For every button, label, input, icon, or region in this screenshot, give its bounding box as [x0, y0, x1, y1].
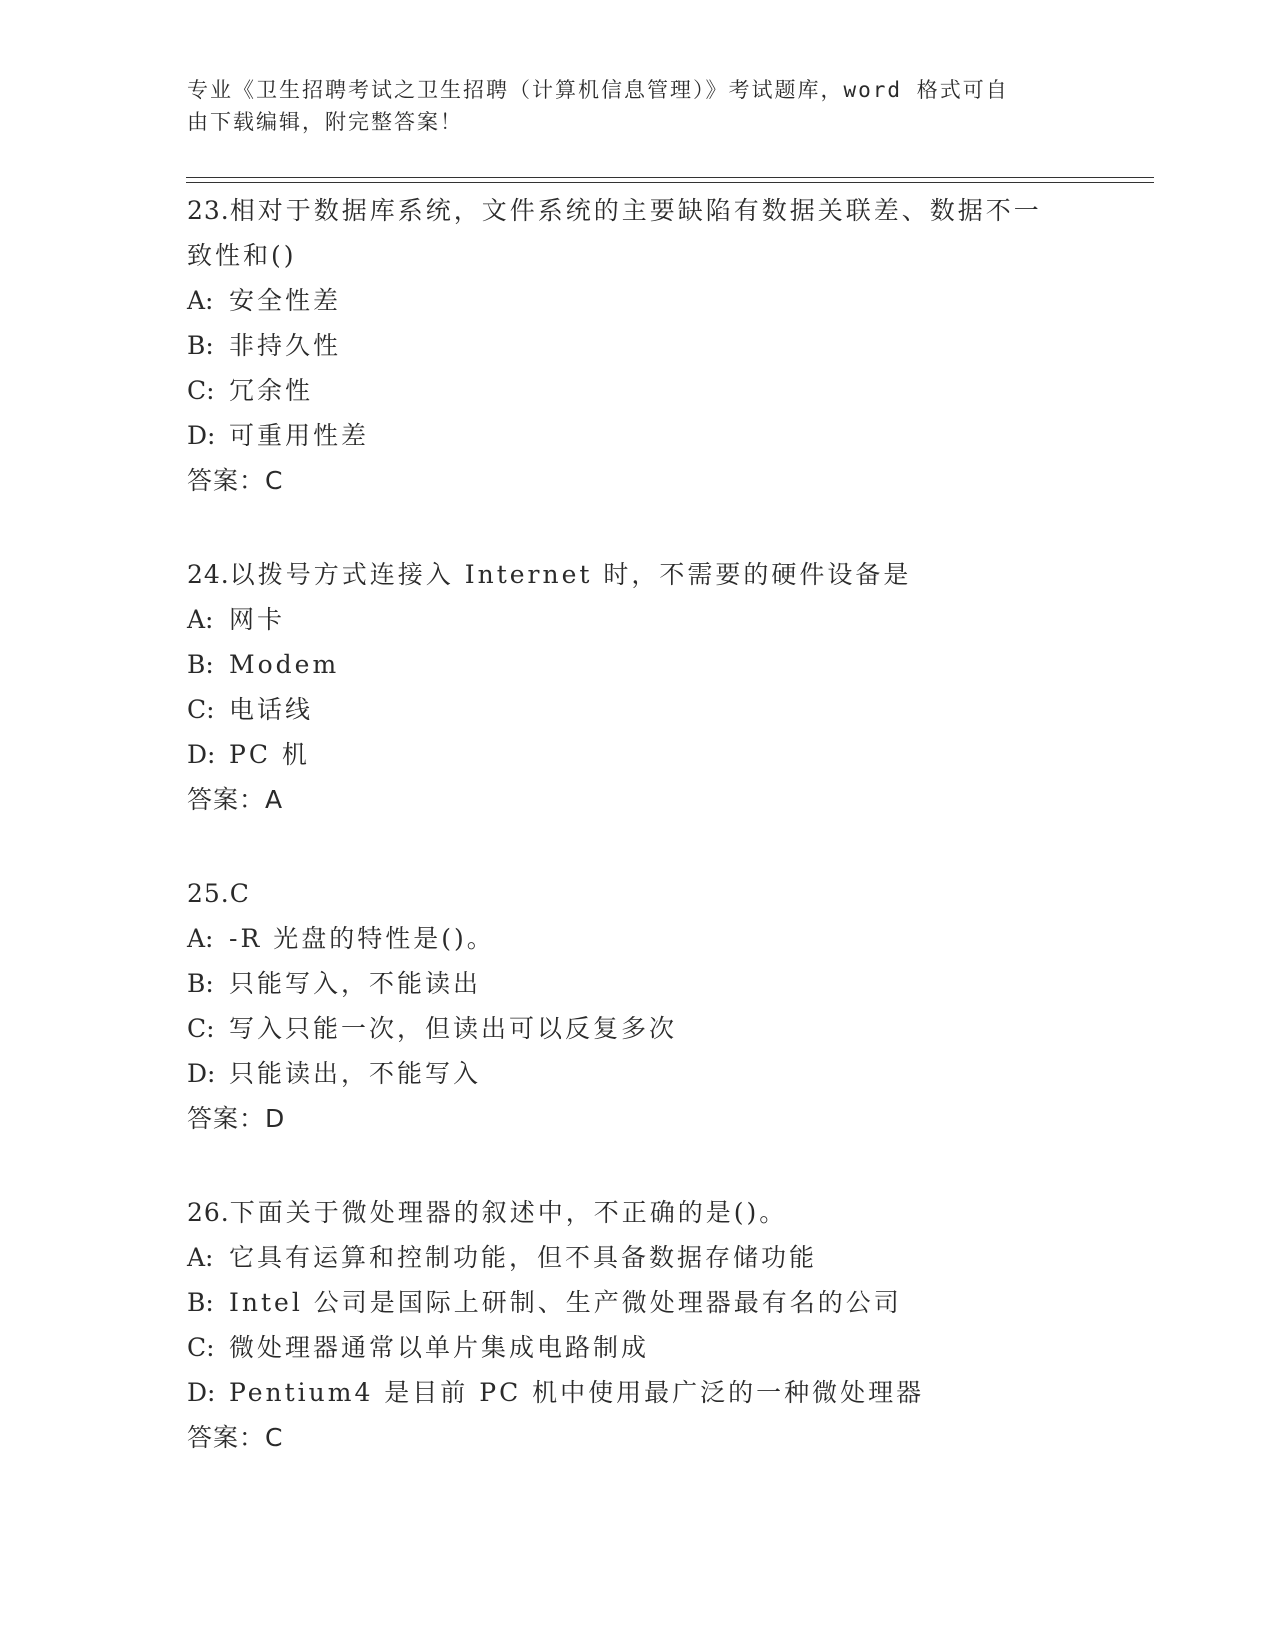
option-key: D:	[187, 1059, 216, 1088]
document-header	[187, 74, 1067, 138]
question-25	[187, 871, 1087, 1141]
option-text: 网卡	[229, 605, 286, 634]
question-26	[187, 1190, 1087, 1460]
option-key: A:	[187, 1243, 214, 1272]
option-a	[187, 1235, 1087, 1280]
option-text: Modem	[229, 650, 340, 679]
question-text-line-2: 致性和()	[187, 241, 297, 270]
question-number: 24.	[187, 560, 230, 589]
option-key: C:	[187, 1014, 215, 1043]
option-a	[187, 916, 1087, 961]
option-key: D:	[187, 1378, 216, 1407]
option-key: A:	[187, 605, 214, 634]
option-text: 只能读出，不能写入	[229, 1059, 482, 1088]
question-text-line-1: 以拨号方式连接入 Internet 时，不需要的硬件设备是	[229, 560, 912, 589]
option-a	[187, 278, 1087, 323]
option-d	[187, 1370, 1087, 1415]
option-key: C:	[187, 376, 215, 405]
question-23	[187, 188, 1087, 503]
option-text: 冗余性	[229, 376, 314, 405]
option-key: D:	[187, 740, 216, 769]
option-key: A:	[187, 286, 214, 315]
option-d	[187, 732, 1087, 777]
question-number: 25.	[187, 879, 230, 908]
option-c	[187, 1006, 1087, 1051]
option-b	[187, 642, 1087, 687]
option-key: B:	[187, 969, 214, 998]
question-text-line-1: 下面关于微处理器的叙述中，不正确的是()。	[229, 1198, 788, 1227]
question-title	[187, 871, 1087, 916]
question-title	[187, 188, 1087, 233]
answer: 答案：C	[187, 1423, 284, 1452]
option-d	[187, 1051, 1087, 1096]
option-c	[187, 687, 1087, 732]
question-24	[187, 552, 1087, 822]
option-key: B:	[187, 1288, 214, 1317]
question-title	[187, 1190, 1087, 1235]
option-c	[187, 1325, 1087, 1370]
option-text: PC 机	[229, 740, 310, 769]
option-b	[187, 1280, 1087, 1325]
option-d	[187, 413, 1087, 458]
option-b	[187, 323, 1087, 368]
option-b	[187, 961, 1087, 1006]
option-key: C:	[187, 1333, 215, 1362]
header-divider-top	[186, 177, 1154, 178]
question-text-line-1: C	[229, 879, 252, 908]
option-text: 非持久性	[229, 331, 342, 360]
option-text: 电话线	[229, 695, 314, 724]
option-key: B:	[187, 650, 214, 679]
question-text-line-1: 相对于数据库系统，文件系统的主要缺陷有数据关联差、数据不一	[229, 196, 1042, 225]
option-text: 安全性差	[229, 286, 342, 315]
option-text: 只能写入，不能读出	[229, 969, 482, 998]
option-text: 微处理器通常以单片集成电路制成	[229, 1333, 650, 1362]
option-key: B:	[187, 331, 214, 360]
option-text: Intel 公司是国际上研制、生产微处理器最有名的公司	[229, 1288, 902, 1317]
answer: 答案：D	[187, 1104, 286, 1133]
question-number: 23.	[187, 196, 230, 225]
option-text: 可重用性差	[229, 421, 370, 450]
option-key: D:	[187, 421, 216, 450]
option-text: 写入只能一次，但读出可以反复多次	[229, 1014, 678, 1043]
question-title	[187, 552, 1087, 597]
option-key: A:	[187, 924, 214, 953]
option-text: 它具有运算和控制功能，但不具备数据存储功能	[229, 1243, 818, 1272]
option-a	[187, 597, 1087, 642]
option-c	[187, 368, 1087, 413]
header-line-2: 由下载编辑，附完整答案！	[187, 110, 463, 134]
answer: 答案：C	[187, 466, 284, 495]
option-text: -R 光盘的特性是()。	[229, 924, 495, 953]
answer: 答案：A	[187, 785, 284, 814]
option-text: Pentium4 是目前 PC 机中使用最广泛的一种微处理器	[229, 1378, 925, 1407]
option-key: C:	[187, 695, 215, 724]
header-line-1: 专业《卫生招聘考试之卫生招聘（计算机信息管理）》考试题库，word 格式可自	[187, 78, 1009, 102]
header-divider-bottom	[186, 182, 1154, 183]
question-number: 26.	[187, 1198, 230, 1227]
